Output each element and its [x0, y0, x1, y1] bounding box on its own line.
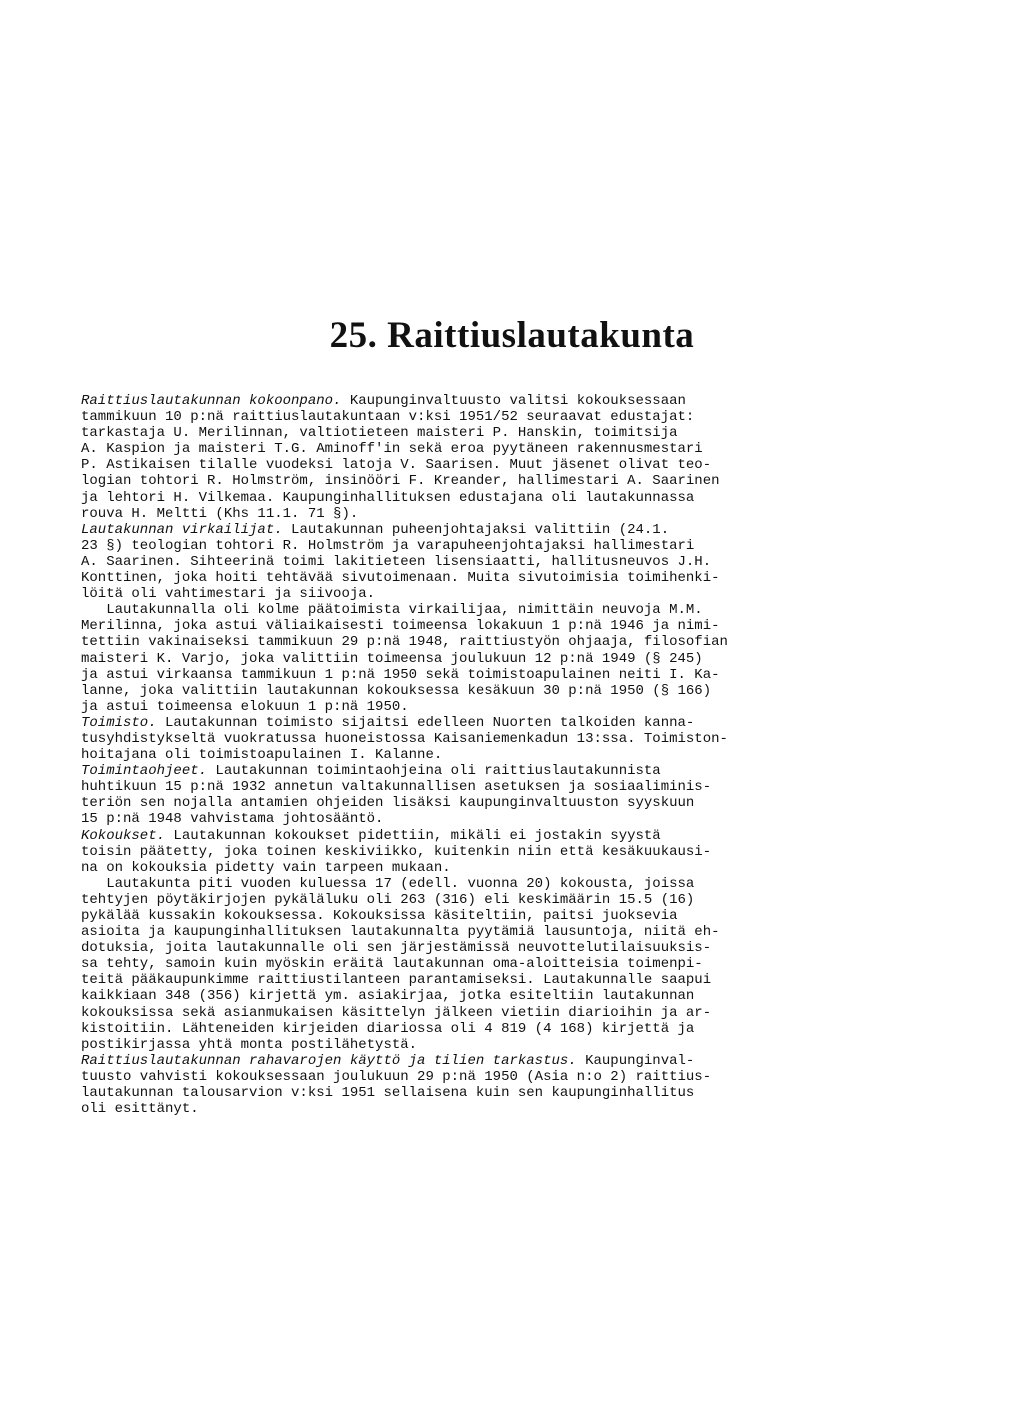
text-line: Konttinen, joka hoiti tehtävää sivutoimenaan. Muita sivutoimisia toimihenki-: [81, 570, 720, 587]
text-line: lautakunnan talousarvion v:ksi 1951 sellaisena kuin sen kaupunginhallitus: [81, 1085, 695, 1102]
section-heading-toimisto: Toimisto.: [81, 714, 157, 731]
chapter-title: 25. Raittiuslautakunta: [329, 315, 695, 356]
text-line: Merilinna, joka astui väliaikaisesti toimeensa lokakuun 1 p:nä 1946 ja nimi-: [81, 618, 720, 635]
text-line: kaikkiaan 348 (356) kirjettä ym. asiakirjaa, jotka esiteltiin lautakunnan: [81, 988, 695, 1005]
text-line: postikirjassa yhtä monta postilähetystä.: [81, 1036, 418, 1053]
text-line: tusyhdistykseltä vuokratussa huoneistossa Kaisaniemenkadun 13:ssa. Toimiston-: [81, 730, 728, 747]
text-line: dotuksia, joita lautakunnalle oli sen järjestämissä neuvottelutilaisuuksis-: [81, 940, 712, 957]
text-line: pykälää kussakin kokouksessa. Kokouksissa käsiteltiin, paitsi juoksevia: [81, 908, 678, 924]
text-line: kistoitiin. Lähteneiden kirjeiden diariossa oli 4 819 (4 168) kirjettä ja: [81, 1020, 695, 1037]
paragraph-first-line: [81, 828, 813, 844]
section-heading-toimintaohjeet: Toimintaohjeet.: [81, 763, 208, 780]
text-line: löitä oli vahtimestari ja siivooja.: [81, 586, 376, 603]
text-line: A. Kaspion ja maisteri T.G. Aminoff'in sekä eroa pyytäneen rakennusmestari: [81, 441, 703, 458]
text-line: tarkastaja U. Merilinnan, valtiotieteen maisteri P. Hanskin, toimitsija: [81, 425, 678, 442]
paragraph-first-line: [81, 1053, 813, 1069]
text-line: huhtikuun 15 p:nä 1932 annetun valtakunnallisen asetuksen ja sosiaaliminis-: [81, 779, 712, 796]
paragraph-text: Lautakunnan toimisto sijaitsi edelleen Nuorten talkoiden kanna-: [156, 714, 695, 731]
section-heading-kokoukset: Kokoukset.: [81, 827, 166, 844]
body-text: [81, 393, 813, 1117]
text-line: sa tehty, samoin kuin myöskin eräitä lautakunnan oma-aloitteisia toimenpi-: [81, 956, 703, 973]
text-line: Lautakunnalla oli kolme päätoimista virkailijaa, nimittäin neuvoja M.M.: [81, 602, 703, 619]
text-line: tettiin vakinaiseksi tammikuun 29 p:nä 1948, raittiustyön ohjaaja, filosofian: [81, 634, 728, 651]
text-line: na on kokouksia pidetty vain tarpeen mukaan.: [81, 859, 451, 876]
section-heading-kokoonpano: Raittiuslautakunnan kokoonpano.: [81, 393, 342, 409]
text-line: toisin päätetty, joka toinen keskiviikko, kuitenkin niin että kesäkuukausi-: [81, 843, 712, 860]
section-heading-virkailijat: Lautakunnan virkailijat.: [81, 521, 283, 538]
paragraph-text: Lautakunnan toimintaohjeina oli raittiuslautakunnista: [207, 763, 661, 780]
text-line: A. Saarinen. Sihteerinä toimi lakitieteen lisensiaatti, hallitusneuvos J.H.: [81, 553, 712, 570]
text-line: P. Astikaisen tilalle vuodeksi latoja V. Saarisen. Muut jäsenet olivat teo-: [81, 457, 712, 474]
text-line: tehtyjen pöytäkirjojen pykäläluku oli 263 (316) eli keskimäärin 15.5 (16): [81, 891, 695, 908]
text-line: teitä pääkaupunkimme raittiustilanteen parantamiseksi. Lautakunnalle saapui: [81, 972, 712, 989]
text-line: ja astui virkaansa tammikuun 1 p:nä 1950 sekä toimistoapulainen neiti I. Ka-: [81, 666, 720, 683]
paragraph-first-line: [81, 522, 813, 538]
text-line: oli esittänyt.: [81, 1101, 199, 1118]
text-line: Lautakunta piti vuoden kuluessa 17 (edell. vuonna 20) kokousta, joissa: [81, 875, 695, 892]
paragraph-text: Lautakunnan kokoukset pidettiin, mikäli ei jostakin syystä: [165, 827, 661, 844]
paragraph-first-line: [81, 393, 813, 409]
text-line: tuusto vahvisti kokouksessaan joulukuun 29 p:nä 1950 (Asia n:o 2) raittius-: [81, 1068, 712, 1085]
text-line: kokouksissa sekä asianmukaisen käsittelyn jälkeen vietiin diarioihin ja ar-: [81, 1004, 712, 1021]
paragraph-text: Lautakunnan puheenjohtajaksi valittiin (24.1.: [282, 521, 670, 538]
section-heading-rahavarat: Raittiuslautakunnan rahavarojen käyttö ja tilien tarkastus.: [81, 1052, 577, 1069]
text-line: asioita ja kaupunginhallituksen lautakunnalta pyytämiä lausuntoja, niitä eh-: [81, 924, 720, 941]
text-line: lanne, joka valittiin lautakunnan kokouksessa kesäkuun 30 p:nä 1950 (§ 166): [81, 682, 712, 699]
paragraph-text: Kaupunginval-: [576, 1052, 695, 1069]
text-line: rouva H. Meltti (Khs 11.1. 71 §).: [81, 505, 359, 522]
paragraph-text: Kaupunginvaltuusto valitsi kokouksessaan: [341, 393, 686, 409]
text-line: maisteri K. Varjo, joka valittiin toimeensa joulukuun 12 p:nä 1949 (§ 245): [81, 650, 703, 667]
text-line: logian tohtori R. Holmström, insinööri F. Kreander, hallimestari A. Saarinen: [81, 473, 720, 490]
text-line: 23 §) teologian tohtori R. Holmström ja varapuheenjohtajaksi hallimestari: [81, 537, 695, 554]
text-line: hoitajana oli toimistoapulainen I. Kalanne.: [81, 747, 443, 764]
paragraph-first-line: [81, 715, 813, 731]
text-line: ja lehtori H. Vilkemaa. Kaupunginhallituksen edustajana oli lautakunnassa: [81, 489, 695, 506]
text-line: tammikuun 10 p:nä raittiuslautakuntaan v:ksi 1951/52 seuraavat edustajat:: [81, 409, 695, 426]
text-line: teriön sen nojalla antamien ohjeiden lisäksi kaupunginvaltuuston syyskuun: [81, 795, 695, 812]
text-line: ja astui toimeensa elokuun 1 p:nä 1950.: [81, 698, 409, 715]
text-line: 15 p:nä 1948 vahvistama johtosääntö.: [81, 811, 384, 828]
paragraph-first-line: [81, 763, 813, 779]
